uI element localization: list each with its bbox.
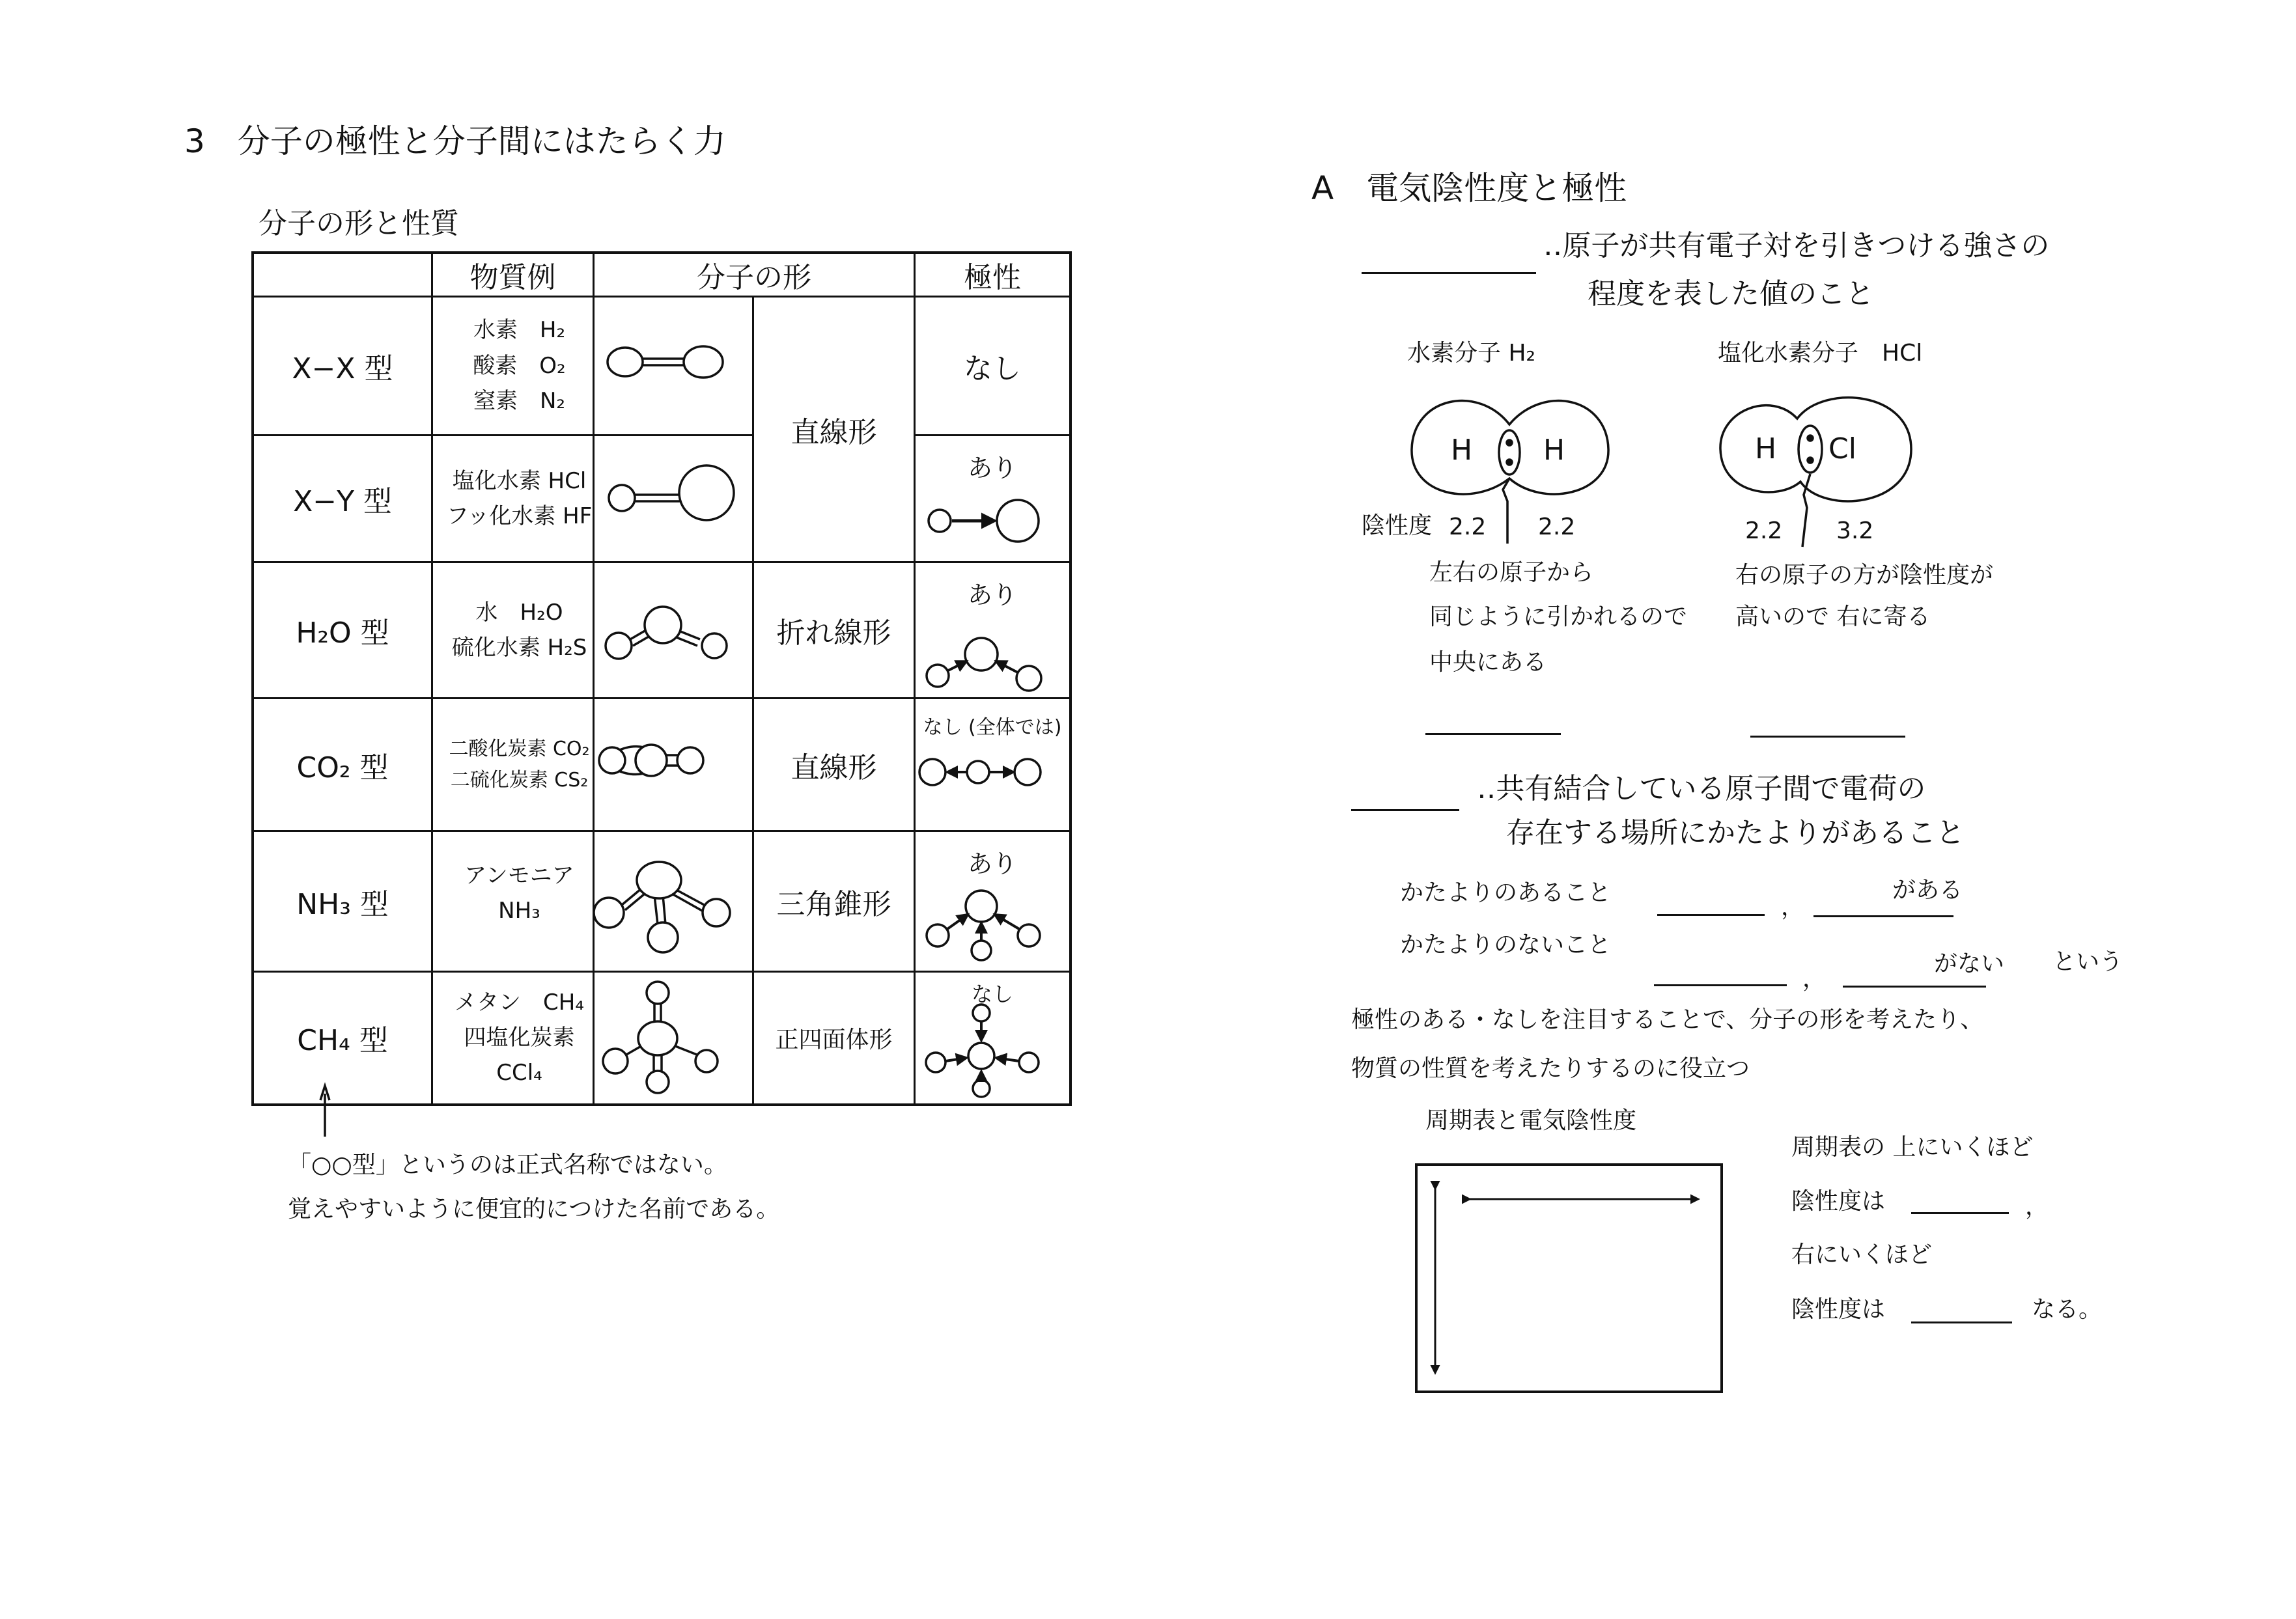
h2-note-2: 同じように引かれるので — [1429, 603, 1688, 630]
answer-blank[interactable] — [1750, 736, 1905, 738]
examples-cell: メタン CH₄ 四塩化炭素 CCl₄ — [432, 972, 594, 1105]
examples-cell: アンモニア NH₃ — [432, 831, 594, 972]
trend-line-4: 陰性度は — [1791, 1296, 1886, 1323]
answer-blank[interactable] — [1813, 915, 1953, 917]
polarity-cell: なし (全体では) — [915, 699, 1071, 831]
type-cell: X−X 型 — [253, 297, 432, 436]
molecule-table — [251, 251, 1072, 1106]
type-cell: CH₄ 型 — [253, 972, 432, 1105]
answer-blank[interactable] — [1657, 914, 1765, 916]
definition-2-line-1: ‥共有結合している原子間で電荷の — [1477, 772, 1926, 805]
table-row — [253, 297, 1071, 436]
electronegativity-label: 陰性度 — [1362, 512, 1433, 539]
h2-label: 水素分子 H₂ — [1407, 340, 1535, 367]
answer-blank[interactable] — [1843, 986, 1986, 988]
section-title-right: A 電気陰性度と極性 — [1311, 169, 1627, 207]
h2-electron-cloud-drawing — [1412, 401, 1608, 544]
atom-h: H — [1755, 432, 1777, 465]
polarity-cell: あり — [915, 831, 1071, 972]
table-row — [253, 562, 1071, 699]
shape-drawing-cell — [594, 972, 753, 1105]
biased-label: かたよりのあること — [1400, 879, 1612, 906]
polarity-cell: なし — [915, 972, 1071, 1105]
answer-blank[interactable] — [1911, 1212, 2009, 1214]
ga-aru: がある — [1892, 877, 1963, 904]
answer-blank[interactable] — [1654, 984, 1787, 986]
periodic-table-title: 周期表と電気陰性度 — [1425, 1107, 1637, 1134]
answer-blank[interactable] — [1425, 733, 1561, 735]
trend-line-1: 周期表の 上にいくほど — [1791, 1134, 2034, 1161]
trend-line-4-end: なる。 — [2032, 1296, 2103, 1323]
table-row — [253, 831, 1071, 972]
hcl-en-left: 2.2 — [1745, 518, 1783, 544]
header-polarity: 極性 — [915, 253, 1071, 297]
shape-drawing-cell — [594, 831, 753, 972]
ga-nai: がない — [1934, 950, 2005, 977]
table-row — [253, 972, 1071, 1105]
shape-drawing-cell — [594, 699, 753, 831]
examples-cell: 二酸化炭素 CO₂ 二硫化炭素 CS₂ — [432, 699, 594, 831]
shape-name-cell: 直線形 — [753, 297, 915, 562]
shape-name-cell: 三角錐形 — [753, 831, 915, 972]
header-examples: 物質例 — [432, 253, 594, 297]
table-title: 分子の形と性質 — [259, 207, 459, 240]
section-title-left: 3 分子の極性と分子間にはたらく力 — [184, 122, 726, 160]
examples-cell: 水 H₂O 硫化水素 H₂S — [432, 562, 594, 699]
type-cell: H₂O 型 — [253, 562, 432, 699]
h2-note-3: 中央にある — [1429, 649, 1547, 676]
h2-en-right: 2.2 — [1538, 514, 1576, 540]
shape-name-cell: 折れ線形 — [753, 562, 915, 699]
polarity-cell: なし — [915, 297, 1071, 436]
summary-line-2: 物質の性質を考えたりするのに役立つ — [1351, 1055, 1750, 1082]
shape-name-cell: 正四面体形 — [753, 972, 915, 1105]
table-row — [253, 699, 1071, 831]
type-cell: NH₃ 型 — [253, 831, 432, 972]
polarity-cell: あり — [915, 562, 1071, 699]
definition-1-line-2: 程度を表した値のこと — [1588, 277, 1874, 311]
hcl-en-right: 3.2 — [1836, 518, 1874, 544]
answer-blank[interactable] — [1351, 809, 1459, 811]
h2-en-left: 2.2 — [1449, 514, 1487, 540]
header-shape: 分子の形 — [594, 253, 915, 297]
note-line-1: 「○○型」というのは正式名称ではない。 — [288, 1152, 727, 1178]
comma: ， — [1802, 965, 1827, 992]
comma: ， — [1781, 894, 1805, 920]
type-cell: X−Y 型 — [253, 436, 432, 562]
note-line-2: 覚えやすいように便宜的につけた名前である。 — [288, 1196, 780, 1223]
hcl-note-1: 右の原子の方が陰性度が — [1735, 562, 1994, 588]
type-cell: CO₂ 型 — [253, 699, 432, 831]
trend-line-3: 右にいくほど — [1791, 1241, 1933, 1268]
atom-cl: Cl — [1828, 432, 1856, 465]
hcl-label: 塩化水素分子 HCl — [1718, 340, 1923, 367]
h2-note-1: 左右の原子から — [1429, 559, 1594, 586]
answer-blank[interactable] — [1362, 272, 1536, 274]
examples-cell: 水素 H₂ 酸素 O₂ 窒素 N₂ — [432, 297, 594, 436]
trend-line-2-end: ， — [2025, 1193, 2049, 1220]
atom-h-right: H — [1543, 434, 1565, 467]
periodic-table-box — [1415, 1163, 1723, 1393]
unbiased-label: かたよりのないこと — [1400, 932, 1612, 958]
header-blank — [253, 253, 432, 297]
shape-name-cell: 直線形 — [753, 699, 915, 831]
answer-blank[interactable] — [1911, 1321, 2012, 1323]
trend-line-2: 陰性度は — [1791, 1188, 1886, 1215]
shape-drawing-cell — [594, 562, 753, 699]
to-iu: という — [2052, 948, 2123, 975]
atom-h-left: H — [1451, 434, 1473, 467]
examples-cell: 塩化水素 HCl フッ化水素 HF — [432, 436, 594, 562]
shape-drawing-cell — [594, 297, 753, 436]
shape-drawing-cell — [594, 436, 753, 562]
hcl-note-2: 高いので 右に寄る — [1735, 603, 1931, 630]
polarity-cell: あり — [915, 436, 1071, 562]
table-row — [253, 436, 1071, 562]
summary-line-1: 極性のある・なしを注目することで、分子の形を考えたり、 — [1351, 1006, 1984, 1033]
definition-1-line-1: ‥原子が共有電子対を引きつける強さの — [1543, 229, 2050, 262]
definition-2-line-2: 存在する場所にかたよりがあること — [1506, 816, 1965, 850]
